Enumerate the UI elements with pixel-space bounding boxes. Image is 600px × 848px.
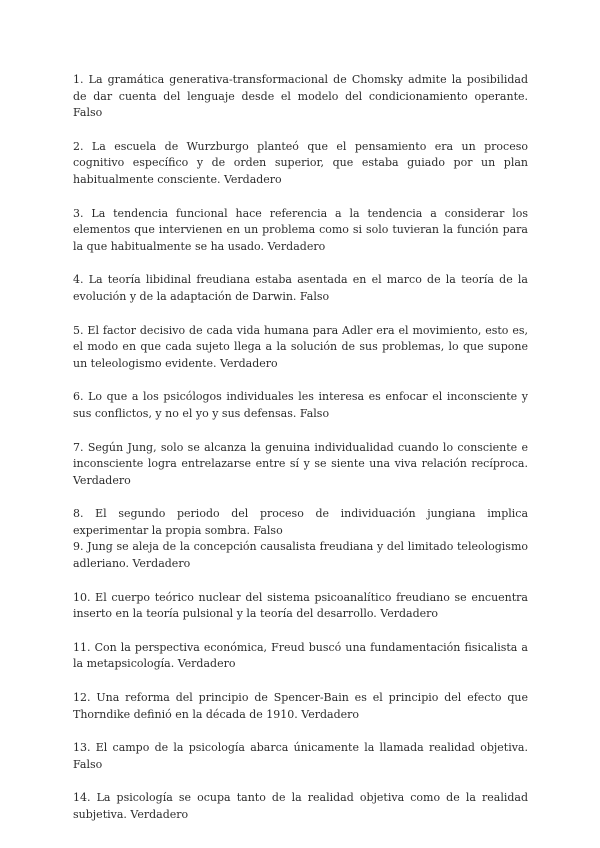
question-item-6: 6. Lo que a los psicólogos individuales les interesa es enfocar el inconsciente y sus conflictos, y no el yo y sus defensas. Falso [73,390,528,420]
question-item-14: 14. La psicología se ocupa tanto de la realidad objetiva como de la realidad subjetiva. Verdadero [73,791,528,821]
question-item-13: 13. El campo de la psicología abarca únicamente la llamada realidad objetiva. Falso [73,741,528,771]
question-item-11: 11. Con la perspectiva económica, Freud buscó una fundamentación fisicalista a la metapsicología. Verdadero [73,640,528,671]
question-item-8: 8. El segundo periodo del proceso de individuación jungiana implica experimentar la propia sombra. Falso [73,507,528,537]
question-item-3: 3. La tendencia funcional hace referencia a la tendencia a considerar los elementos que intervienen en un problema como si solo tuvieran la función para la que habitualmente se ha usado. Verdadero [73,206,528,253]
question-item-5: 5. El factor decisivo de cada vida humana para Adler era el movimiento, esto es, el modo en que cada sujeto llega a la solución de sus problemas, lo que supone un teleologismo evidente. Verdadero [73,323,528,370]
question-item-9: 9. Jung se aleja de la concepción causalista freudiana y del limitado teleologismo adleriano. Verdadero [73,540,528,571]
question-list [73,72,528,824]
question-item-12: 12. Una reforma del principio de Spencer-Bain es el principio del efecto que Thorndike definió en la década de 1910. Verdadero [73,691,528,721]
question-item-10: 10. El cuerpo teórico nuclear del sistema psicoanalítico freudiano se encuentra inserto en la teoría pulsional y la teoría del desarrollo. Verdadero [73,590,528,621]
question-item-2: 2. La escuela de Wurzburgo planteó que el pensamiento era un proceso cognitivo específico y de orden superior, que estaba guiado por un plan habitualmente consciente. Verdadero [73,139,528,186]
question-item-1: 1. La gramática generativa-transformacional de Chomsky admite la posibilidad de dar cuenta del lenguaje desde el modelo del condicionamiento operante. Falso [73,73,528,120]
question-item-7: 7. Según Jung, solo se alcanza la genuina individualidad cuando lo consciente e inconsciente logra entrelazarse entre sí y se siente una viva relación recíproca. Verdadero [73,440,528,487]
question-item-4: 4. La teoría libidinal freudiana estaba asentada en el marco de la teoría de la evolución y de la adaptación de Darwin. Falso [73,273,528,303]
